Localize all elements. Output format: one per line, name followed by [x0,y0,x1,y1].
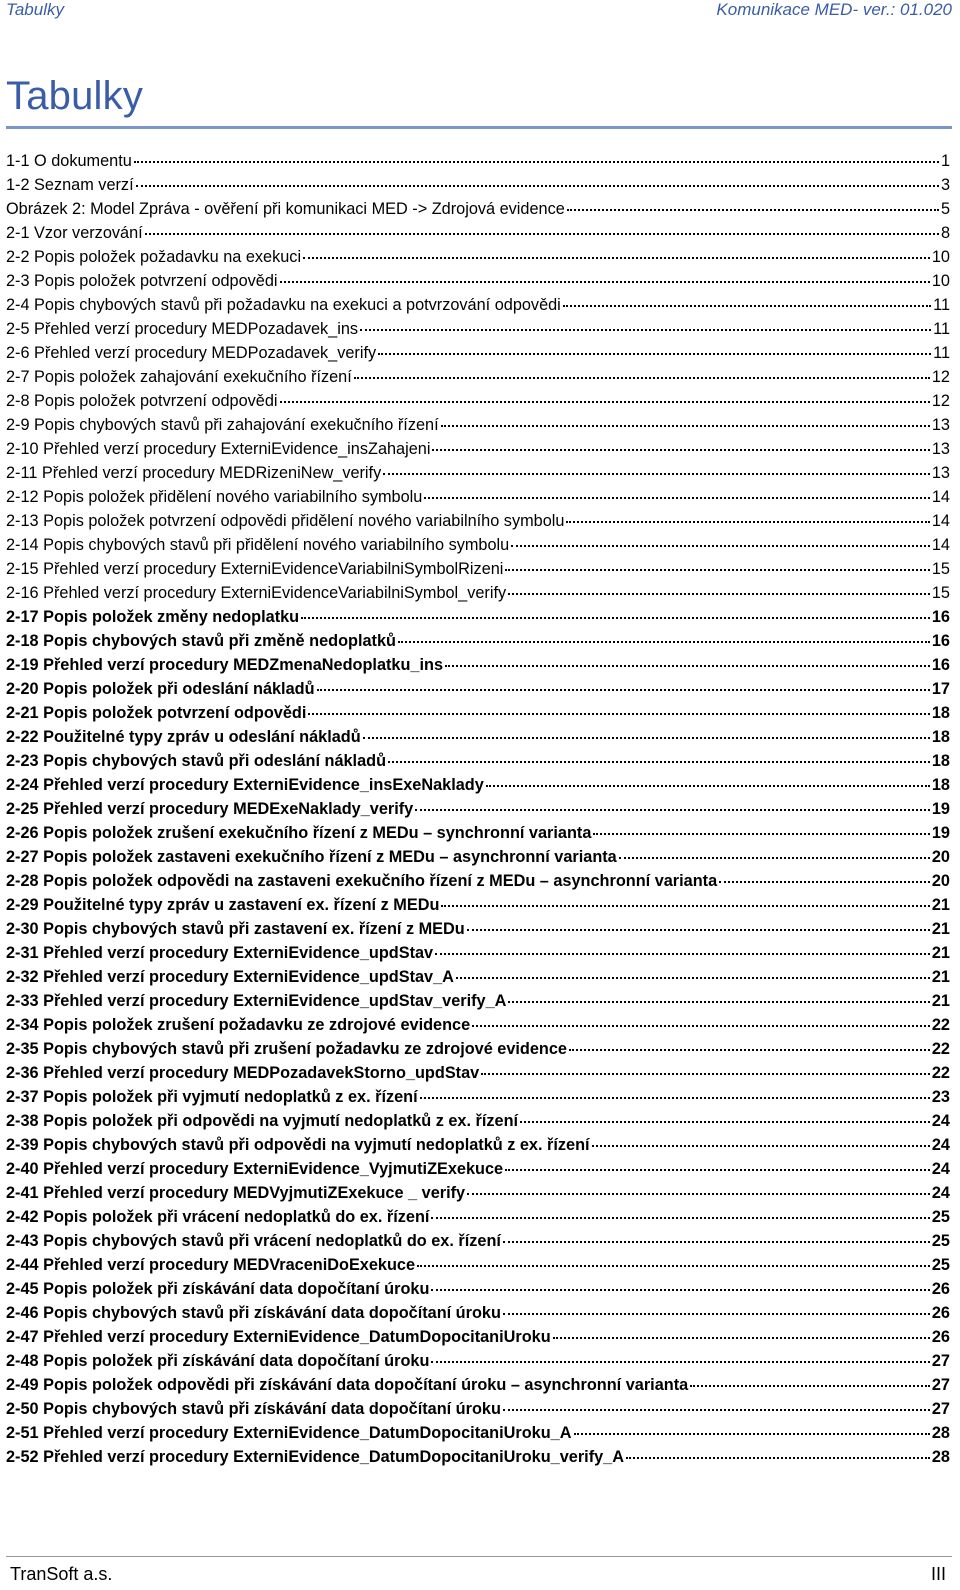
toc-dot-leader [388,761,930,763]
toc-entry-label: 2-26 Popis položek zrušení exekučního řízení z MEDu – synchronní varianta [6,824,592,842]
toc-entry-page: 27 [931,1400,950,1418]
toc-dot-leader [383,473,930,475]
toc-entry-label: 2-7 Popis položek zahajování exekučního řízení [6,368,352,386]
toc-entry-label: 2-48 Popis položek při získávání data dopočítaní úroku [6,1352,430,1370]
toc-entry-page: 19 [931,800,950,818]
toc-entry-label: 2-36 Přehled verzí procedury MEDPozadavekStorno_updStav [6,1064,480,1082]
toc-entry-page: 27 [931,1376,950,1394]
toc-entry-label: 2-17 Popis položek změny nedoplatku [6,608,300,626]
toc-entry[interactable] [6,848,950,872]
toc-entry[interactable] [6,224,950,248]
toc-entry[interactable] [6,1208,950,1232]
toc-entry-label: 2-35 Popis chybových stavů při zrušení požadavku ze zdrojové evidence [6,1040,567,1058]
toc-entry-label: 2-34 Popis položek zrušení požadavku ze zdrojové evidence [6,1016,471,1034]
toc-entry-label: 2-44 Přehled verzí procedury MEDVraceniDoExekuce [6,1256,416,1274]
toc-entry[interactable] [6,1280,950,1304]
toc-entry[interactable] [6,1448,950,1472]
toc-entry-page: 11 [933,344,950,362]
toc-entry-label: 2-1 Vzor verzování [6,224,143,242]
toc-dot-leader [566,521,929,523]
toc-entry[interactable] [6,560,950,584]
header-document-version: Komunikace MED- ver.: 01.020 [716,0,952,19]
toc-entry-label: 2-3 Popis položek potvrzení odpovědi [6,272,278,290]
toc-dot-leader [360,329,931,331]
toc-entry-page: 22 [931,1040,950,1058]
toc-entry-page: 10 [931,272,950,290]
toc-dot-leader [441,905,929,907]
toc-entry-label: 2-47 Přehled verzí procedury ExterniEvidence_DatumDopocitaniUroku [6,1328,551,1346]
toc-dot-leader [467,1193,930,1195]
toc-entry-page: 3 [940,176,950,194]
page-title: Tabulky [6,74,144,118]
toc-entry-label: 2-23 Popis chybových stavů při odeslání nákladů [6,752,387,770]
toc-entry[interactable] [6,512,950,536]
toc-dot-leader [472,1025,930,1027]
toc-entry-page: 21 [931,992,950,1010]
toc-entry[interactable] [6,656,950,680]
toc-entry[interactable] [6,1424,950,1448]
toc-entry-page: 24 [931,1112,950,1130]
toc-entry-page: 25 [931,1208,950,1226]
toc-entry[interactable] [6,896,950,920]
toc-dot-leader [481,1073,930,1075]
toc-dot-leader [431,1361,929,1363]
toc-entry-page: 27 [931,1352,950,1370]
toc-dot-leader [619,857,930,859]
toc-entry-label: 2-45 Popis položek při získávání data dopočítaní úroku [6,1280,430,1298]
toc-entry[interactable] [6,1400,950,1424]
toc-entry[interactable] [6,704,950,728]
toc-dot-leader [441,425,930,427]
toc-dot-leader [317,689,930,691]
toc-entry[interactable] [6,632,950,656]
toc-dot-leader [505,569,929,571]
toc-entry-page: 15 [931,584,950,602]
toc-entry-page: 26 [931,1304,950,1322]
table-of-tables [6,152,950,1472]
toc-entry[interactable] [6,272,950,296]
toc-entry-page: 15 [931,560,950,578]
toc-entry-page: 24 [931,1160,950,1178]
toc-entry[interactable] [6,1232,950,1256]
toc-entry-page: 17 [931,680,950,698]
toc-entry-label: 2-46 Popis chybových stavů při získávání data dopočítaní úroku [6,1304,501,1322]
toc-entry-page: 1 [940,152,950,170]
toc-dot-leader [420,1097,930,1099]
toc-dot-leader [690,1385,930,1387]
toc-entry-page: 23 [931,1088,950,1106]
toc-entry-page: 21 [931,968,950,986]
toc-entry[interactable] [6,464,950,488]
toc-entry-label: 2-19 Přehled verzí procedury MEDZmenaNedoplatku_ins [6,656,444,674]
toc-entry-page: 19 [931,824,950,842]
toc-dot-leader [505,1169,930,1171]
toc-entry-label: 2-22 Použitelné typy zpráv u odeslání nákladů [6,728,361,746]
toc-entry[interactable] [6,1376,950,1400]
toc-dot-leader [136,185,939,187]
toc-entry-label: 2-10 Přehled verzí procedury ExterniEvidence_insZahajeni [6,440,431,458]
toc-entry-label: 1-2 Seznam verzí [6,176,134,194]
toc-entry-page: 16 [931,632,950,650]
toc-entry-label: 2-9 Popis chybových stavů při zahajování exekučního řízení [6,416,439,434]
toc-entry-label: 2-31 Přehled verzí procedury ExterniEvidence_updStav [6,944,434,962]
toc-entry-label: 2-21 Popis položek potvrzení odpovědi [6,704,307,722]
toc-entry-label: 2-33 Přehled verzí procedury ExterniEvidence_updStav_verify_A [6,992,507,1010]
toc-entry-label: 2-52 Přehled verzí procedury ExterniEvidence_DatumDopocitaniUroku_verify_A [6,1448,624,1466]
toc-dot-leader [445,665,930,667]
toc-dot-leader [574,1433,930,1435]
toc-entry-label: 2-49 Popis položek odpovědi při získávání data dopočítaní úroku – asynchronní varianta [6,1376,689,1394]
toc-dot-leader [280,401,930,403]
toc-entry-label: 2-30 Popis chybových stavů při zastavení ex. řízení z MEDu [6,920,465,938]
toc-dot-leader [145,233,939,235]
toc-dot-leader [486,785,930,787]
toc-entry[interactable] [6,320,950,344]
toc-entry-page: 12 [931,368,950,386]
toc-entry-page: 26 [931,1280,950,1298]
toc-dot-leader [354,377,930,379]
toc-entry-page: 14 [931,512,950,530]
footer-company: TranSoft a.s. [10,1564,113,1584]
toc-entry[interactable] [6,1112,950,1136]
toc-dot-leader [569,1049,930,1051]
toc-entry[interactable] [6,1184,950,1208]
toc-entry[interactable] [6,1304,950,1328]
toc-dot-leader [431,1289,929,1291]
toc-entry[interactable] [6,920,950,944]
toc-entry[interactable] [6,536,950,560]
toc-entry-page: 22 [931,1016,950,1034]
toc-dot-leader [398,641,930,643]
toc-dot-leader [553,1337,930,1339]
toc-entry[interactable] [6,1328,950,1352]
toc-entry-label: 2-43 Popis chybových stavů při vrácení nedoplatků do ex. řízení [6,1232,501,1250]
toc-entry[interactable] [6,824,950,848]
toc-dot-leader [567,209,939,211]
toc-entry-label: 2-50 Popis chybových stavů při získávání data dopočítaní úroku [6,1400,501,1418]
toc-entry-label: 2-24 Přehled verzí procedury ExterniEvidence_insExeNaklady [6,776,484,794]
toc-entry-page: 24 [931,1136,950,1154]
toc-dot-leader [134,161,939,163]
toc-entry-page: 8 [940,224,950,242]
toc-entry-page: 20 [931,872,950,890]
toc-entry-page: 11 [933,320,950,338]
toc-dot-leader [511,545,930,547]
toc-dot-leader [363,737,930,739]
toc-entry-label: 2-18 Popis chybových stavů při změně nedoplatků [6,632,396,650]
toc-entry-label: 2-4 Popis chybových stavů při požadavku na exekuci a potvrzování odpovědi [6,296,561,314]
toc-dot-leader [626,1457,930,1459]
toc-entry-label: 2-37 Popis položek při vyjmutí nedoplatků z ex. řízení [6,1088,418,1106]
toc-entry-label: 2-42 Popis položek při vrácení nedoplatků do ex. řízení [6,1208,430,1226]
toc-entry[interactable] [6,152,950,176]
toc-entry[interactable] [6,584,950,608]
toc-entry-page: 22 [931,1064,950,1082]
toc-entry-page: 18 [931,752,950,770]
toc-dot-leader [432,449,929,451]
toc-entry[interactable] [6,728,950,752]
toc-dot-leader [503,1313,930,1315]
toc-entry-label: 2-28 Popis položek odpovědi na zastaveni exekučního řízení z MEDu – asynchronní varianta [6,872,718,890]
footer-page-number: III [930,1564,946,1584]
toc-entry-page: 21 [931,944,950,962]
toc-entry-page: 14 [931,488,950,506]
toc-entry-label: 1-1 O dokumentu [6,152,132,170]
toc-dot-leader [431,1217,929,1219]
toc-dot-leader [308,713,930,715]
toc-dot-leader [593,833,929,835]
toc-entry-page: 25 [931,1232,950,1250]
toc-entry-label: 2-5 Přehled verzí procedury MEDPozadavek_ins [6,320,359,338]
toc-entry[interactable] [6,1256,950,1280]
toc-entry[interactable] [6,968,950,992]
toc-entry[interactable] [6,752,950,776]
toc-entry-page: 28 [931,1424,950,1442]
toc-entry[interactable] [6,296,950,320]
toc-entry-label: 2-6 Přehled verzí procedury MEDPozadavek_verify [6,344,377,362]
toc-entry-label: Obrázek 2: Model Zpráva - ověření při komunikaci MED -> Zdrojová evidence [6,200,565,218]
toc-entry[interactable] [6,680,950,704]
toc-entry-page: 10 [931,248,950,266]
toc-entry-page: 13 [931,440,950,458]
toc-entry-label: 2-41 Přehled verzí procedury MEDVyjmutiZExekuce _ verify [6,1184,466,1202]
toc-entry[interactable] [6,776,950,800]
toc-entry-label: 2-8 Popis položek potvrzení odpovědi [6,392,278,410]
toc-entry[interactable] [6,176,950,200]
toc-entry[interactable] [6,800,950,824]
toc-entry[interactable] [6,1088,950,1112]
toc-dot-leader [563,305,931,307]
toc-entry-label: 2-20 Popis položek při odeslání nákladů [6,680,315,698]
toc-entry-page: 26 [931,1328,950,1346]
toc-dot-leader [415,809,930,811]
toc-entry-label: 2-40 Přehled verzí procedury ExterniEvidence_VyjmutiZExekuce [6,1160,504,1178]
toc-entry-page: 18 [931,728,950,746]
toc-dot-leader [301,617,930,619]
toc-entry-page: 18 [931,704,950,722]
toc-entry[interactable] [6,368,950,392]
toc-entry-label: 2-25 Přehled verzí procedury MEDExeNaklady_verify [6,800,414,818]
toc-entry-label: 2-13 Popis položek potvrzení odpovědi přidělení nového variabilního symbolu [6,512,565,530]
toc-entry[interactable] [6,248,950,272]
toc-entry-page: 11 [933,296,950,314]
toc-dot-leader [417,1265,930,1267]
toc-entry-page: 12 [931,392,950,410]
toc-entry[interactable] [6,1160,950,1184]
toc-entry-label: 2-14 Popis chybových stavů při přidělení nového variabilního symbolu [6,536,510,554]
toc-dot-leader [508,1001,929,1003]
toc-entry-label: 2-2 Popis položek požadavku na exekuci [6,248,302,266]
toc-entry[interactable] [6,1064,950,1088]
toc-dot-leader [719,881,930,883]
toc-entry-label: 2-29 Použitelné typy zpráv u zastavení ex. řízení z MEDu [6,896,440,914]
toc-entry[interactable] [6,344,950,368]
toc-entry-label: 2-38 Popis položek při odpovědi na vyjmutí nedoplatků z ex. řízení [6,1112,519,1130]
toc-dot-leader [503,1241,930,1243]
toc-dot-leader [467,929,930,931]
toc-entry[interactable] [6,1352,950,1376]
toc-entry-label: 2-32 Přehled verzí procedury ExterniEvidence_updStav_A [6,968,454,986]
toc-dot-leader [378,353,931,355]
toc-entry-label: 2-39 Popis chybových stavů při odpovědi na vyjmutí nedoplatků z ex. řízení [6,1136,590,1154]
toc-entry-page: 16 [931,608,950,626]
toc-entry-page: 18 [931,776,950,794]
toc-entry-label: 2-16 Přehled verzí procedury ExterniEvidenceVariabilniSymbol_verify [6,584,507,602]
toc-dot-leader [435,953,930,955]
title-underline [6,126,952,129]
toc-entry[interactable] [6,608,950,632]
toc-entry-page: 13 [931,464,950,482]
toc-dot-leader [503,1409,930,1411]
toc-dot-leader [592,1145,930,1147]
toc-entry-label: 2-11 Přehled verzí procedury MEDRizeniNew_verify [6,464,382,482]
toc-entry[interactable] [6,944,950,968]
toc-entry[interactable] [6,872,950,896]
toc-dot-leader [303,257,930,259]
toc-entry-label: 2-15 Přehled verzí procedury ExterniEvidenceVariabilniSymbolRizeni [6,560,504,578]
toc-entry-label: 2-12 Popis položek přidělení nového variabilního symbolu [6,488,423,506]
toc-entry-page: 25 [931,1256,950,1274]
toc-entry[interactable] [6,200,950,224]
toc-entry-page: 14 [931,536,950,554]
toc-entry[interactable] [6,392,950,416]
toc-entry[interactable] [6,1040,950,1064]
toc-entry[interactable] [6,992,950,1016]
toc-entry-page: 5 [940,200,950,218]
toc-dot-leader [456,977,930,979]
toc-entry[interactable] [6,440,950,464]
toc-dot-leader [280,281,930,283]
toc-entry[interactable] [6,416,950,440]
page-footer [0,1556,960,1586]
toc-entry-page: 13 [931,416,950,434]
footer-divider [6,1556,952,1557]
toc-entry[interactable] [6,488,950,512]
page-header [0,0,960,26]
toc-dot-leader [520,1121,930,1123]
toc-entry-label: 2-51 Přehled verzí procedury ExterniEvidence_DatumDopocitaniUroku_A [6,1424,572,1442]
toc-entry-page: 28 [931,1448,950,1466]
toc-entry-page: 16 [931,656,950,674]
toc-entry-page: 20 [931,848,950,866]
header-section-title: Tabulky [6,0,64,19]
toc-dot-leader [508,593,930,595]
toc-entry-page: 21 [931,896,950,914]
toc-entry-page: 21 [931,920,950,938]
toc-entry[interactable] [6,1136,950,1160]
toc-entry[interactable] [6,1016,950,1040]
toc-dot-leader [424,497,930,499]
toc-entry-label: 2-27 Popis položek zastaveni exekučního řízení z MEDu – asynchronní varianta [6,848,617,866]
toc-entry-page: 24 [931,1184,950,1202]
